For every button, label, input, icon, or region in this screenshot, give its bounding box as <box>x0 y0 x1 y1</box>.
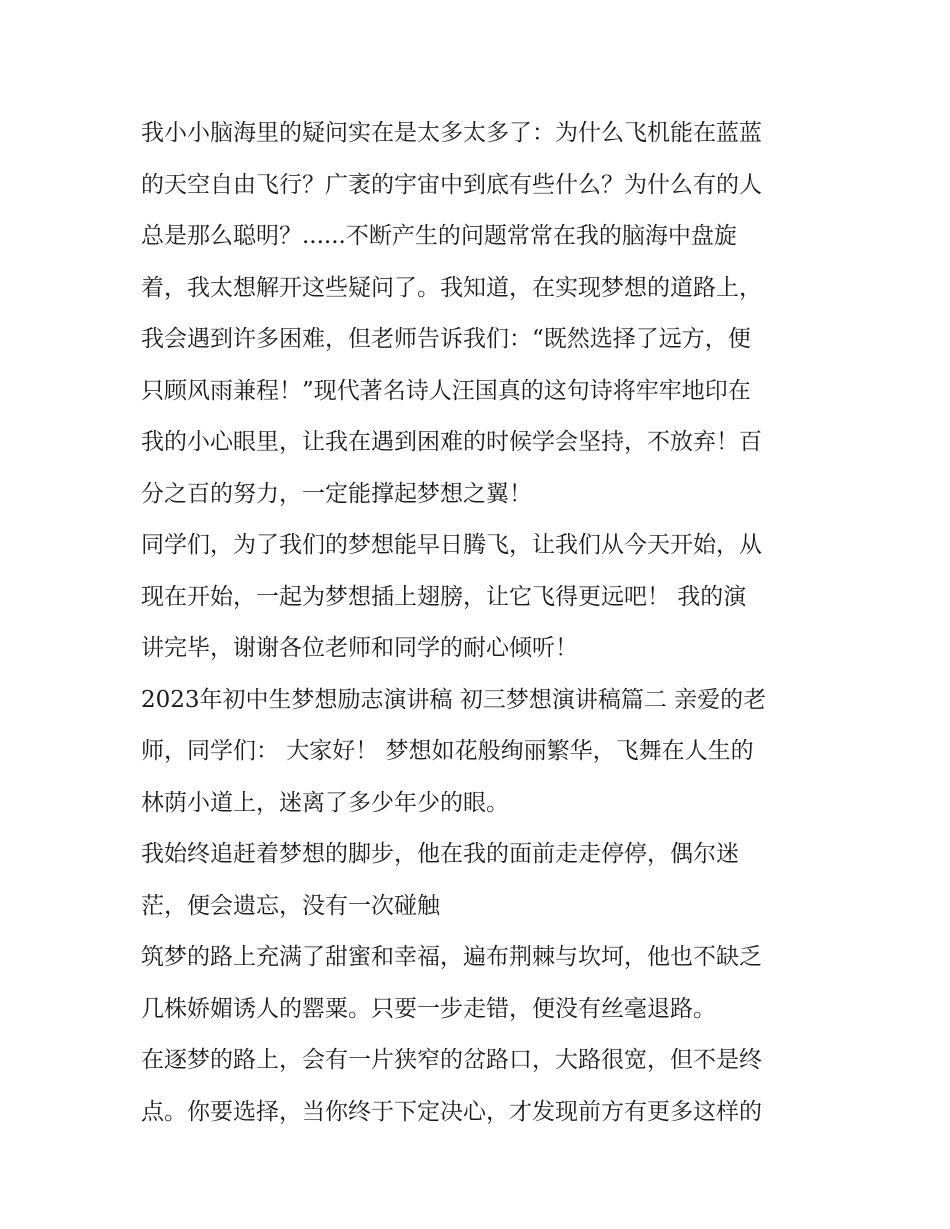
text-line: 的天空自由飞行？广袤的宇宙中到底有些什么？为什么有的人 <box>141 171 762 198</box>
text-line: 我始终追赶着梦想的脚步，他在我的面前走走停停，偶尔迷 <box>141 841 739 867</box>
paragraph-2 <box>141 520 821 675</box>
text-line: 着，我太想解开这些疑问了。我知道，在实现梦想的道路上， <box>141 274 762 301</box>
text-line: 几株娇媚诱人的罂粟。只要一步走错，便没有丝毫退路。 <box>141 995 716 1022</box>
text-line: 我小小脑海里的疑问实在是太多太多了：为什么飞机能在蓝蓝 <box>141 120 762 146</box>
text-line: 分之百的努力，一定能撑起梦想之翼！ <box>141 480 532 507</box>
text-line: 点。你要选择，当你终于下定决心，才发现前方有更多这样的 <box>141 1098 762 1125</box>
document-body <box>141 108 821 1138</box>
text-line: 筑梦的路上充满了甜蜜和幸福，遍布荆棘与坎坷，他也不缺乏 <box>141 944 762 970</box>
text-line: 师，同学们： 大家好！ 梦想如花般绚丽繁华，飞舞在人生的 <box>141 738 754 764</box>
paragraph-4 <box>141 829 821 932</box>
paragraph-6 <box>141 1035 821 1138</box>
text-line: 茫，便会遗忘，没有一次碰触 <box>141 892 440 919</box>
text-line: 现在开始，一起为梦想插上翅膀，让它飞得更远吧！ 我的演 <box>141 583 747 610</box>
paragraph-5 <box>141 932 821 1035</box>
text-line: 只顾风雨兼程！”现代著名诗人汪国真的这句诗将牢牢地印在 <box>141 377 751 404</box>
paragraph-1 <box>141 108 821 520</box>
text-line: 讲完毕，谢谢各位老师和同学的耐心倾听！ <box>141 635 578 661</box>
text-line: 我会遇到许多困难，但老师告诉我们：“既然选择了远方，便 <box>141 326 751 352</box>
text-line: 总是那么聪明？......不断产生的问题常常在我的脑海中盘旋 <box>141 223 737 249</box>
text-line: 林荫小道上，迷离了多少年少的眼。 <box>141 789 509 816</box>
text-line: 我的小心眼里，让我在遇到困难的时候学会坚持，不放弃！百 <box>141 429 762 455</box>
text-line: 同学们，为了我们的梦想能早日腾飞，让我们从今天开始，从 <box>141 532 762 558</box>
text-line: 在逐梦的路上，会有一片狭窄的岔路口，大路很宽，但不是终 <box>141 1047 762 1073</box>
paragraph-3 <box>141 675 821 830</box>
text-line: 2023年初中生梦想励志演讲稿 初三梦想演讲稿篇二 亲爱的老 <box>141 686 767 713</box>
